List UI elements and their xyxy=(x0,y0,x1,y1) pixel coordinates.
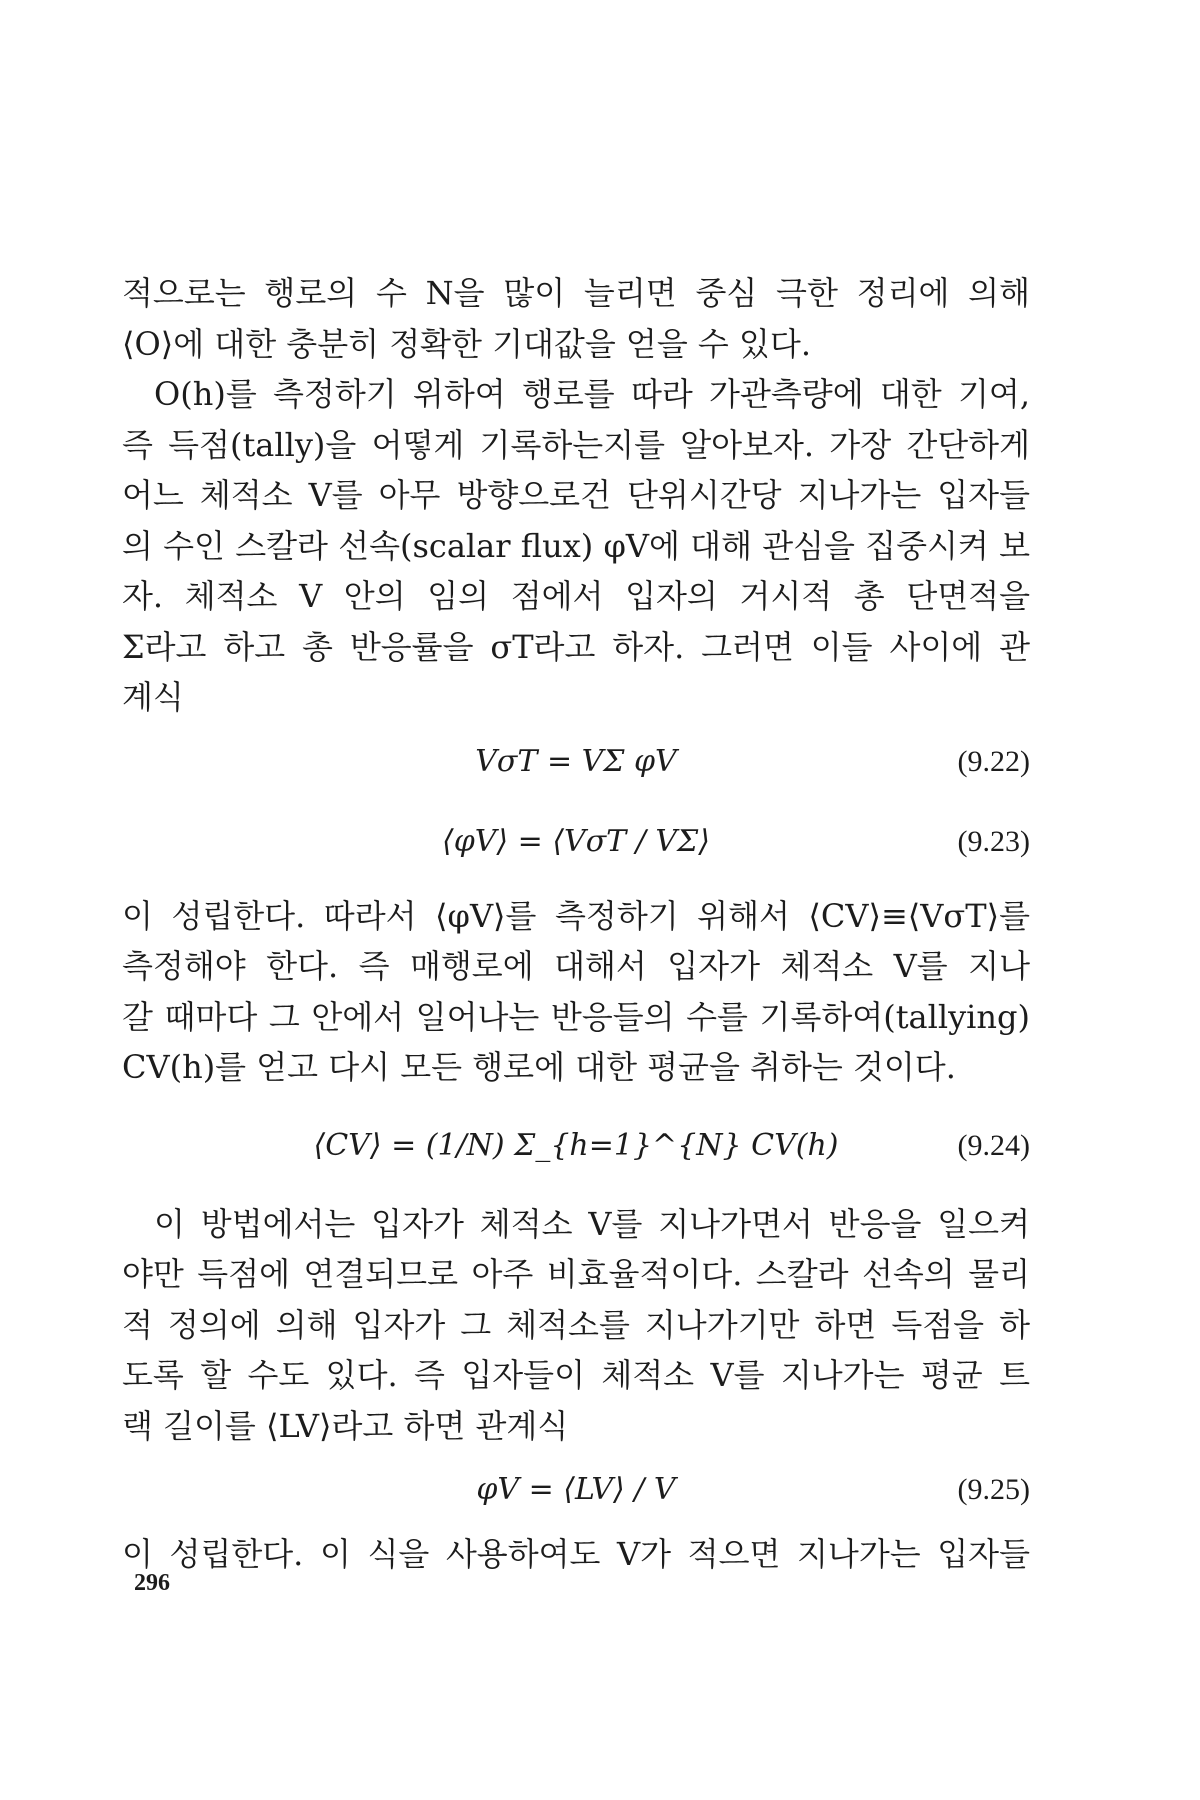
section-3 xyxy=(122,1199,1030,1452)
text-line: 랙 길이를 ⟨LV⟩라고 하면 관계식 xyxy=(122,1406,569,1445)
equation-expression: ⟨φV⟩ = ⟨VσT / VΣ⟩ xyxy=(442,823,710,859)
equation-9-23 xyxy=(122,801,1030,883)
page-number: 296 xyxy=(134,1570,170,1596)
equation-expression: ⟨CV⟩ = (1/N) Σ_{h=1}^{N} CV(h) xyxy=(313,1127,839,1163)
text-line: 즉 득점(tally)을 어떻게 기록하는지를 알아보자. 가장 간단하게 xyxy=(122,425,1030,464)
text-line: O(h)를 측정하기 위하여 행로를 따라 가관측량에 대한 기여, xyxy=(154,375,1030,413)
text-line: CV(h)를 얻고 다시 모든 행로에 대한 평균을 취하는 것이다. xyxy=(122,1048,956,1086)
text-line: 이 방법에서는 입자가 체적소 V를 지나가면서 반응을 일으켜 xyxy=(154,1204,1030,1243)
text-line: 적으로는 행로의 수 N을 많이 늘리면 중심 극한 정리에 의해 xyxy=(122,274,1030,312)
text-line: 의 수인 스칼라 선속(scalar flux) φV에 대해 관심을 집중시켜 보 xyxy=(122,526,1030,565)
text-line: 어느 체적소 V를 아무 방향으로건 단위시간당 지나가는 입자들 xyxy=(122,476,1030,514)
equation-number: (9.24) xyxy=(957,1128,1030,1162)
text-line: 계식 xyxy=(122,678,184,716)
text-line: 적 정의에 의해 입자가 그 체적소를 지나가기만 하면 득점을 하 xyxy=(122,1305,1030,1344)
equation-number: (9.22) xyxy=(957,744,1030,778)
text-line: ⟨O⟩에 대한 충분히 정확한 기대값을 얻을 수 있다. xyxy=(122,324,811,363)
equation-number: (9.23) xyxy=(957,824,1030,858)
text-line: 갈 때마다 그 안에서 일어나는 반응들의 수를 기록하여(tallying) xyxy=(122,997,1030,1036)
equation-9-24 xyxy=(122,1101,1030,1191)
equation-expression: VσT = VΣ φV xyxy=(475,743,677,779)
text-line: 이 성립한다. 이 식을 사용하여도 V가 적으면 지나가는 입자들 xyxy=(122,1535,1030,1573)
text-line: 이 성립한다. 따라서 ⟨φV⟩를 측정하기 위해서 ⟨CV⟩≡⟨VσT⟩를 xyxy=(122,896,1030,935)
text-line: 야만 득점에 연결되므로 아주 비효율적이다. 스칼라 선속의 물리 xyxy=(122,1255,1030,1293)
text-line: 자. 체적소 V 안의 임의 점에서 입자의 거시적 총 단면적을 xyxy=(122,577,1030,615)
equation-number: (9.25) xyxy=(957,1473,1030,1506)
text-line: 측정해야 한다. 즉 매행로에 대해서 입자가 체적소 V를 지나 xyxy=(122,947,1030,985)
equation-9-22 xyxy=(122,731,1030,793)
section-1 xyxy=(122,268,1030,723)
text-line: 도록 할 수도 있다. 즉 입자들이 체적소 V를 지나가는 평균 트 xyxy=(122,1356,1030,1394)
section-2 xyxy=(122,891,1030,1093)
equation-9-25 xyxy=(122,1459,1030,1521)
equation-expression: φV = ⟨LV⟩ / V xyxy=(476,1472,676,1507)
text-line: Σ라고 하고 총 반응률을 σT라고 하자. 그러면 이들 사이에 관 xyxy=(122,627,1030,666)
page-body xyxy=(122,268,1030,1580)
section-4 xyxy=(122,1529,1030,1580)
